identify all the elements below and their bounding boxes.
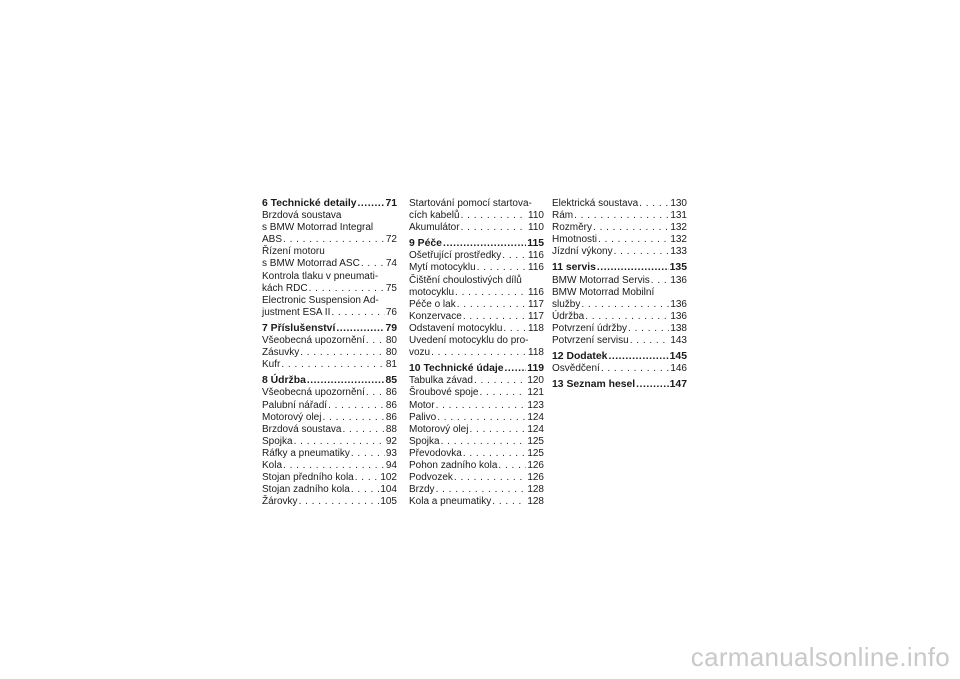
dot-leader xyxy=(463,448,527,460)
toc-page-number: 147 xyxy=(669,379,687,391)
dot-leader xyxy=(601,363,670,375)
toc-entry-title: Ošetřující prostředky xyxy=(409,250,502,262)
toc-entry xyxy=(552,363,687,375)
toc-entry xyxy=(552,198,687,210)
toc-entry-title: Brzdy xyxy=(409,484,435,496)
toc-entry-title: Potvrzení údržby xyxy=(552,322,628,334)
dot-leader xyxy=(574,210,669,222)
toc-entry-title: Rozměry xyxy=(552,222,593,234)
toc-entry-title: Elektrická soustava xyxy=(552,198,639,209)
toc-page-number: 110 xyxy=(528,222,544,234)
toc-entry-title: motocyklu xyxy=(409,286,455,298)
toc-page-number: 102 xyxy=(380,472,397,484)
dot-leader xyxy=(461,222,527,234)
dot-leader xyxy=(597,262,669,274)
toc-page-number: 75 xyxy=(385,282,397,294)
toc-entry-title: 11 servis xyxy=(552,262,596,274)
toc-page-number: 74 xyxy=(385,258,397,270)
dot-leader xyxy=(299,496,380,508)
toc-page-number: 80 xyxy=(385,347,397,359)
toc-entry-title: Žárovky xyxy=(262,496,298,508)
toc-page-number: 146 xyxy=(670,363,687,375)
dot-leader xyxy=(309,283,385,295)
toc-entry-title: Šroubové spoje xyxy=(409,387,479,399)
toc-entry xyxy=(409,460,544,472)
toc-entry xyxy=(409,250,544,262)
toc-entry xyxy=(262,436,397,448)
dot-leader xyxy=(639,198,669,210)
toc-chapter-heading xyxy=(409,238,544,250)
toc-page-number: 132 xyxy=(670,222,687,234)
toc-page-number: 117 xyxy=(528,310,544,322)
dot-leader xyxy=(358,198,385,210)
toc-entry xyxy=(409,222,544,234)
toc-page-number: 85 xyxy=(385,375,397,387)
toc-page-number: 145 xyxy=(669,351,687,363)
toc-entry xyxy=(262,412,397,424)
toc-entry-title: Hmotnosti xyxy=(552,234,598,246)
dot-leader xyxy=(307,375,385,387)
toc-column-2 xyxy=(409,198,544,508)
dot-leader xyxy=(361,258,385,270)
toc-entry-title: s BMW Motorrad ASC xyxy=(262,258,360,270)
toc-entry-line: Kontrola tlaku v pneumati- xyxy=(262,270,379,282)
dot-leader xyxy=(441,436,527,448)
toc-entry-title: Motor xyxy=(409,399,435,411)
toc-entry xyxy=(552,287,687,311)
toc-entry xyxy=(409,311,544,323)
toc-entry-title: Zásuvky xyxy=(262,347,300,359)
toc-entry-title: 8 Údržba xyxy=(262,375,306,387)
dot-leader xyxy=(283,234,385,246)
dot-leader xyxy=(366,387,385,399)
toc-page-number: 115 xyxy=(527,238,544,250)
dot-leader xyxy=(608,351,668,363)
toc-page-number: 79 xyxy=(385,322,397,334)
toc-entry xyxy=(262,448,397,460)
toc-page-number: 92 xyxy=(385,435,397,447)
dot-leader xyxy=(503,323,527,335)
toc-page-number: 131 xyxy=(670,210,687,222)
dot-leader xyxy=(628,323,669,335)
toc-entry-title: Motorový olej xyxy=(262,411,322,423)
toc-entry-line: Brzdová soustava xyxy=(262,210,342,222)
toc-entry-title: vozu xyxy=(409,347,431,359)
dot-leader xyxy=(498,460,526,472)
toc-entry-title: Ráfky a pneumatiky xyxy=(262,447,350,459)
toc-entry-title: Převodovka xyxy=(409,447,462,459)
dot-leader xyxy=(343,424,385,436)
toc-page-number: 104 xyxy=(380,484,397,496)
toc-page-number: 135 xyxy=(669,262,687,274)
toc-entry-title: Kola a pneumatiky xyxy=(409,496,492,508)
toc-page-number: 133 xyxy=(670,246,687,258)
watermark-text: carmanualsonline.info xyxy=(690,642,950,672)
toc-entry-title: Konzervace xyxy=(409,310,462,322)
toc-chapter-heading xyxy=(552,351,687,363)
toc-entry-title: Osvědčení xyxy=(552,363,600,375)
dot-leader xyxy=(502,250,527,262)
toc-entry-title: Tabulka závad xyxy=(409,375,473,387)
toc-entry xyxy=(262,387,397,399)
toc-entry-line: Čištění choulostivých dílů xyxy=(409,274,522,286)
toc-entry-title: kách RDC xyxy=(262,282,308,294)
toc-chapter-heading xyxy=(262,198,397,210)
toc-entry xyxy=(262,210,397,246)
toc-entry-title: 9 Péče xyxy=(409,238,442,250)
toc-entry xyxy=(262,335,397,347)
toc-page-number: 123 xyxy=(527,399,544,411)
dot-leader xyxy=(331,307,385,319)
toc-column-3 xyxy=(552,198,687,391)
toc-chapter-heading xyxy=(262,323,397,335)
toc-page-number: 126 xyxy=(527,472,544,484)
toc-entry xyxy=(409,412,544,424)
dot-leader xyxy=(461,210,527,222)
toc-page-number: 124 xyxy=(527,411,544,423)
toc-entry xyxy=(409,400,544,412)
toc-page-number: 120 xyxy=(527,375,544,387)
dot-leader xyxy=(614,246,670,258)
toc-entry-title: 6 Technické detaily xyxy=(262,198,357,209)
toc-entry-title: Spojka xyxy=(409,435,440,447)
dot-leader xyxy=(581,299,669,311)
toc-entry-title: ABS xyxy=(262,234,283,246)
dot-leader xyxy=(294,436,385,448)
dot-leader xyxy=(651,275,670,287)
toc-column-1 xyxy=(262,198,397,508)
toc-entry xyxy=(409,472,544,484)
toc-page-number: 117 xyxy=(528,298,544,310)
toc-page-number: 81 xyxy=(385,359,397,371)
toc-entry-line: Startování pomocí startova- xyxy=(409,198,532,209)
toc-page-number: 125 xyxy=(527,447,544,459)
toc-page-number: 136 xyxy=(670,298,687,310)
toc-entry-title: BMW Motorrad Servis xyxy=(552,274,650,286)
toc-entry xyxy=(552,275,687,287)
toc-page-number: 136 xyxy=(670,274,687,286)
toc-entry xyxy=(409,484,544,496)
dot-leader xyxy=(366,335,385,347)
toc-entry xyxy=(409,496,544,508)
toc-chapter-heading xyxy=(409,363,544,375)
toc-entry xyxy=(552,234,687,246)
dot-leader xyxy=(437,412,526,424)
dot-leader xyxy=(443,238,526,250)
toc-page-number: 116 xyxy=(528,250,544,262)
toc-entry xyxy=(262,484,397,496)
toc-entry xyxy=(262,472,397,484)
dot-leader xyxy=(322,412,384,424)
toc-entry xyxy=(262,400,397,412)
toc-page-number: 105 xyxy=(380,496,397,508)
toc-page-number: 128 xyxy=(527,484,544,496)
toc-entry-title: Kufr xyxy=(262,359,281,371)
toc-entry xyxy=(262,246,397,270)
toc-page-number: 125 xyxy=(527,435,544,447)
toc-entry xyxy=(409,262,544,274)
toc-entry xyxy=(409,275,544,299)
dot-leader xyxy=(355,472,380,484)
dot-leader xyxy=(474,375,526,387)
toc-entry xyxy=(262,347,397,359)
toc-entry-title: Akumulátor xyxy=(409,222,460,234)
toc-entry-title: Kola xyxy=(262,459,283,471)
toc-page-number: 110 xyxy=(528,210,544,222)
toc-page-number: 86 xyxy=(385,399,397,411)
toc-page-number: 94 xyxy=(385,459,397,471)
toc-entry xyxy=(552,323,687,335)
toc-chapter-heading xyxy=(552,379,687,391)
toc-entry-title: 7 Příslušenství xyxy=(262,322,336,334)
toc-entry-line: s BMW Motorrad Integral xyxy=(262,222,374,234)
toc-entry-title: Mytí motocyklu xyxy=(409,262,476,274)
toc-page-number: 76 xyxy=(385,306,397,318)
toc-page-number: 132 xyxy=(670,234,687,246)
toc-entry xyxy=(262,295,397,319)
dot-leader xyxy=(480,387,527,399)
toc-page-number: 86 xyxy=(385,387,397,399)
dot-leader xyxy=(436,484,527,496)
toc-entry xyxy=(409,323,544,335)
toc-entry xyxy=(262,496,397,508)
toc-page-number: 88 xyxy=(385,423,397,435)
toc-entry xyxy=(409,299,544,311)
toc-page-number: 121 xyxy=(527,387,544,399)
toc-page-number: 143 xyxy=(670,335,687,347)
toc-entry-title: Potvrzení servisu xyxy=(552,335,629,347)
dot-leader xyxy=(454,472,526,484)
toc-page-number: 126 xyxy=(527,459,544,471)
toc-entry-title: Rám xyxy=(552,210,574,222)
dot-leader xyxy=(283,460,385,472)
toc-entry-title: služby xyxy=(552,298,581,310)
toc-entry-title: justment ESA II xyxy=(262,306,331,318)
dot-leader xyxy=(463,311,527,323)
toc-entry-title: Motorový olej xyxy=(409,423,469,435)
toc-entry xyxy=(552,222,687,234)
toc-page-number: 116 xyxy=(528,262,544,274)
toc-page-number: 80 xyxy=(385,335,397,347)
toc-page-number: 72 xyxy=(385,234,397,246)
dot-leader xyxy=(281,359,385,371)
toc-entry xyxy=(552,335,687,347)
toc-page-number: 93 xyxy=(385,447,397,459)
toc-page-number: 118 xyxy=(528,347,544,359)
dot-leader xyxy=(585,311,669,323)
toc-entry xyxy=(409,448,544,460)
toc-entry xyxy=(262,424,397,436)
dot-leader xyxy=(328,400,385,412)
toc-entry xyxy=(552,311,687,323)
toc-entry-title: Odstavení motocyklu xyxy=(409,322,503,334)
toc-page-number: 86 xyxy=(385,411,397,423)
toc-entry xyxy=(409,436,544,448)
toc-entry-title: Všeobecná upozornění xyxy=(262,335,365,347)
toc-page-number: 124 xyxy=(527,423,544,435)
toc-entry-title: cích kabelů xyxy=(409,210,460,222)
dot-leader xyxy=(505,363,527,375)
dot-leader xyxy=(300,347,385,359)
toc-entry-title: Péče o lak xyxy=(409,298,456,310)
toc-page-number: 136 xyxy=(670,310,687,322)
toc-entry-title: Pohon zadního kola xyxy=(409,459,498,471)
toc-chapter-heading xyxy=(552,262,687,274)
toc-page-number: 128 xyxy=(527,496,544,508)
toc-entry xyxy=(409,387,544,399)
toc-entry-title: Všeobecná upozornění xyxy=(262,387,365,399)
toc-page-number: 138 xyxy=(670,322,687,334)
toc-entry-title: 12 Dodatek xyxy=(552,351,608,363)
toc-entry-line: Uvedení motocyklu do pro- xyxy=(409,335,529,347)
toc-entry xyxy=(552,246,687,258)
dot-leader xyxy=(630,335,670,347)
toc-entry-title: Podvozek xyxy=(409,472,453,484)
toc-entry-title: Palubní nářadí xyxy=(262,399,328,411)
toc-entry-line: BMW Motorrad Mobilní xyxy=(552,286,655,298)
toc-entry xyxy=(552,210,687,222)
toc-entry xyxy=(409,375,544,387)
dot-leader xyxy=(455,287,527,299)
toc-entry-line: Electronic Suspension Ad- xyxy=(262,294,379,306)
toc-entry xyxy=(409,335,544,359)
toc-entry-title: Palivo xyxy=(409,411,437,423)
toc-entry-title: Údržba xyxy=(552,310,585,322)
toc-entry-line: Řízení motoru xyxy=(262,246,325,258)
toc-entry-title: 13 Seznam hesel xyxy=(552,379,636,391)
toc-entry xyxy=(262,460,397,472)
toc-page-number: 130 xyxy=(670,198,687,209)
dot-leader xyxy=(336,323,384,335)
dot-leader xyxy=(457,299,527,311)
toc-page-number: 116 xyxy=(528,286,544,298)
dot-leader xyxy=(436,400,527,412)
toc-page-number: 118 xyxy=(528,322,544,334)
toc-entry-title: Stojan předního kola xyxy=(262,472,354,484)
toc-entry-title: Spojka xyxy=(262,435,293,447)
toc-chapter-heading xyxy=(262,375,397,387)
dot-leader xyxy=(593,222,669,234)
dot-leader xyxy=(477,262,527,274)
toc-entry-title: Stojan zadního kola xyxy=(262,484,350,496)
toc-entry-title: Jízdní výkony xyxy=(552,246,613,258)
toc-entry-title: 10 Technické údaje xyxy=(409,363,504,375)
dot-leader xyxy=(636,379,668,391)
toc-entry xyxy=(409,424,544,436)
dot-leader xyxy=(431,347,527,359)
toc-entry xyxy=(262,271,397,295)
toc-page-number: 119 xyxy=(527,363,544,375)
dot-leader xyxy=(469,424,526,436)
dot-leader xyxy=(351,484,379,496)
dot-leader xyxy=(351,448,385,460)
toc-entry xyxy=(262,359,397,371)
dot-leader xyxy=(598,234,669,246)
dot-leader xyxy=(492,496,526,508)
toc-entry xyxy=(409,198,544,222)
toc-entry-title: Brzdová soustava xyxy=(262,423,342,435)
toc-page-number: 71 xyxy=(385,198,397,209)
